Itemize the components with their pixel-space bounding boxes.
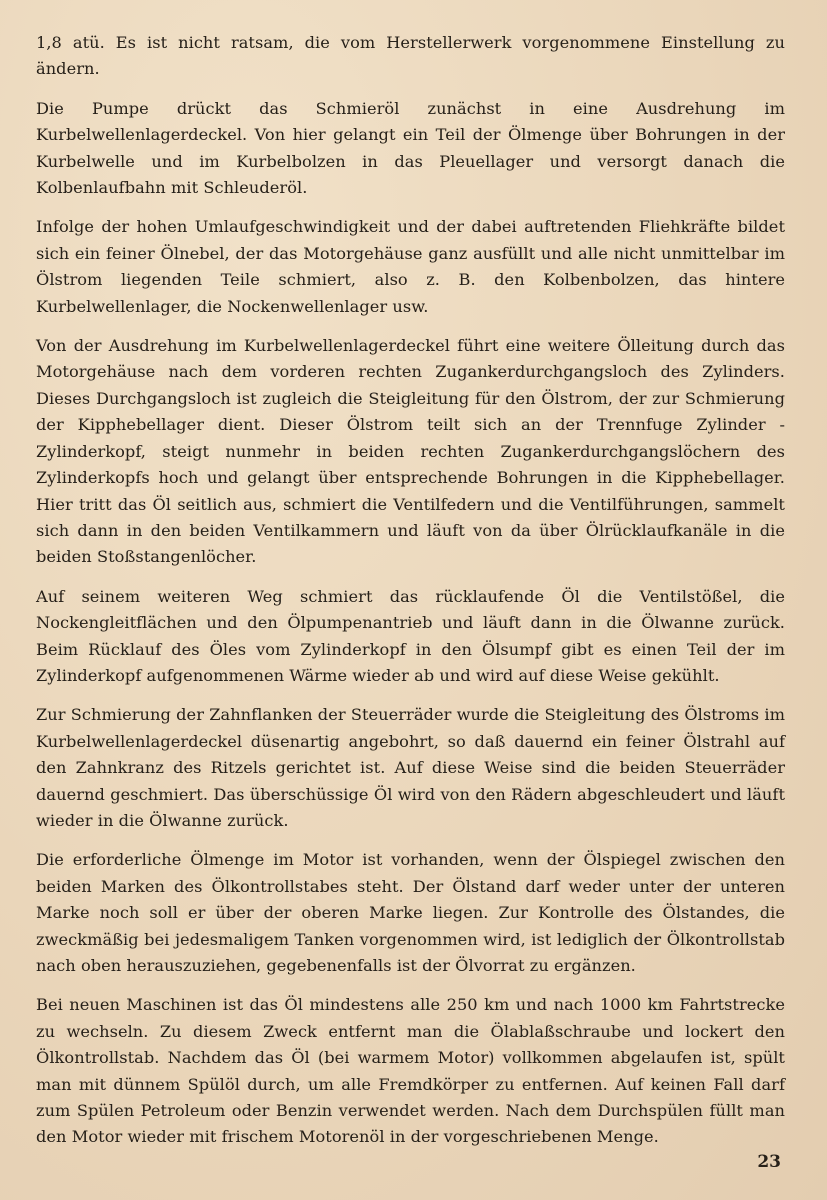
- page-number: 23: [757, 1152, 781, 1172]
- paragraph-return-flow: Auf seinem weiteren Weg schmiert das rücklaufende Öl die Ventilstößel, die Nockengleitflächen und den Ölpumpenantrieb und läuft dann in die Ölwanne zurück. Beim Rücklauf des Öles vom Zylinderkopf in den Ölsumpf gibt es einen Teil der im Zylinderkopf aufgenommenen Wärme wieder ab und wird auf diese Weise gekühlt.: [36, 586, 785, 685]
- paragraph-gear-lubrication: Zur Schmierung der Zahnflanken der Steuerräder wurde die Steigleitung des Ölstroms im Kurbelwellenlagerdeckel düsenartig angebohrt, so daß dauernd ein feiner Ölstrahl auf den Zahnkranz des Ritzels gerichtet ist. Auf diese Weise sind die beiden Steuerräder dauernd geschmiert. Das überschüssige Öl wird von den Rädern abgeschleudert und läuft wieder in die Ölwanne zurück.: [36, 705, 785, 830]
- paragraph-oil-change: Bei neuen Maschinen ist das Öl mindestens alle 250 km und nach 1000 km Fahrtstrecke zu wechseln. Zu diesem Zweck entfernt man die Ölablaßschraube und lockert den Ölkontrollstab. Nachdem das Öl (bei warmem Motor) vollkommen abgelaufen ist, spült man mit dünnem Spülöl durch, um alle Fremdkörper zu entfernen. Auf keinen Fall darf zum Spülen Petroleum oder Benzin verwendet werden. Nach dem Durchspülen füllt man den Motor wieder mit frischem Motorenöl in der vorgeschriebenen Menge.: [36, 995, 785, 1147]
- paragraph-pump: Die Pumpe drückt das Schmieröl zunächst in eine Ausdrehung im Kurbelwellenlagerdeckel. Von hier gelangt ein Teil der Ölmenge über Bohrungen in der Kurbelwelle und im Kurbelbolzen in das Pleuellager und versorgt danach die Kolbenlaufbahn mit Schleuderöl.: [36, 98, 785, 198]
- paragraph-oil-line: Von der Ausdrehung im Kurbelwellenlagerdeckel führt eine weitere Ölleitung durch das Motorgehäuse nach dem vorderen rechten Zugankerdurchgangsloch des Zylinders. Dieses Durchgangsloch ist zugleich die Steigleitung für den Ölstrom, der zur Schmierung der Kipphebellager dient. Dieser Ölstrom teilt sich an der Trennfuge Zylinder - Zylinderkopf, steigt nunmehr in beiden rechten Zugankerdurchgangslöchern des Zylinderkopfs hoch und gelangt über entsprechende Bohrungen in die Kipphebellager. Hier tritt das Öl seitlich aus, schmiert die Ventilfedern und die Ventilführungen, sammelt sich dann in den beiden Ventilkammern und läuft von da über Ölrücklaufkanäle in die beiden Stoßstangenlöcher.: [36, 336, 785, 567]
- paragraph-oil-mist: Infolge der hohen Umlaufgeschwindigkeit und der dabei auftretenden Fliehkräfte bildet sich ein feiner Ölnebel, der das Motorgehäuse ganz ausfüllt und alle nicht unmittelbar im Ölstrom liegenden Teile schmiert, also z. B. den Kolbenbolzen, das hintere Kurbelwellenlager, die Nockenwellenlager usw.: [36, 217, 785, 316]
- paragraph-oil-level: Die erforderliche Ölmenge im Motor ist vorhanden, wenn der Ölspiegel zwischen den beiden Marken des Ölkontrollstabes steht. Der Ölstand darf weder unter der unteren Marke noch soll er über der oberen Marke liegen. Zur Kontrolle des Ölstandes, die zweckmäßig bei jedesmaligem Tanken vorgenommen wird, ist lediglich der Ölkontrollstab nach oben herauszuziehen, gegebenenfalls ist der Ölvorrat zu ergänzen.: [36, 850, 785, 975]
- paragraph-pressure-setting: 1,8 atü. Es ist nicht ratsam, die vom Herstellerwerk vorgenommene Einstellung zu ändern.: [36, 33, 785, 79]
